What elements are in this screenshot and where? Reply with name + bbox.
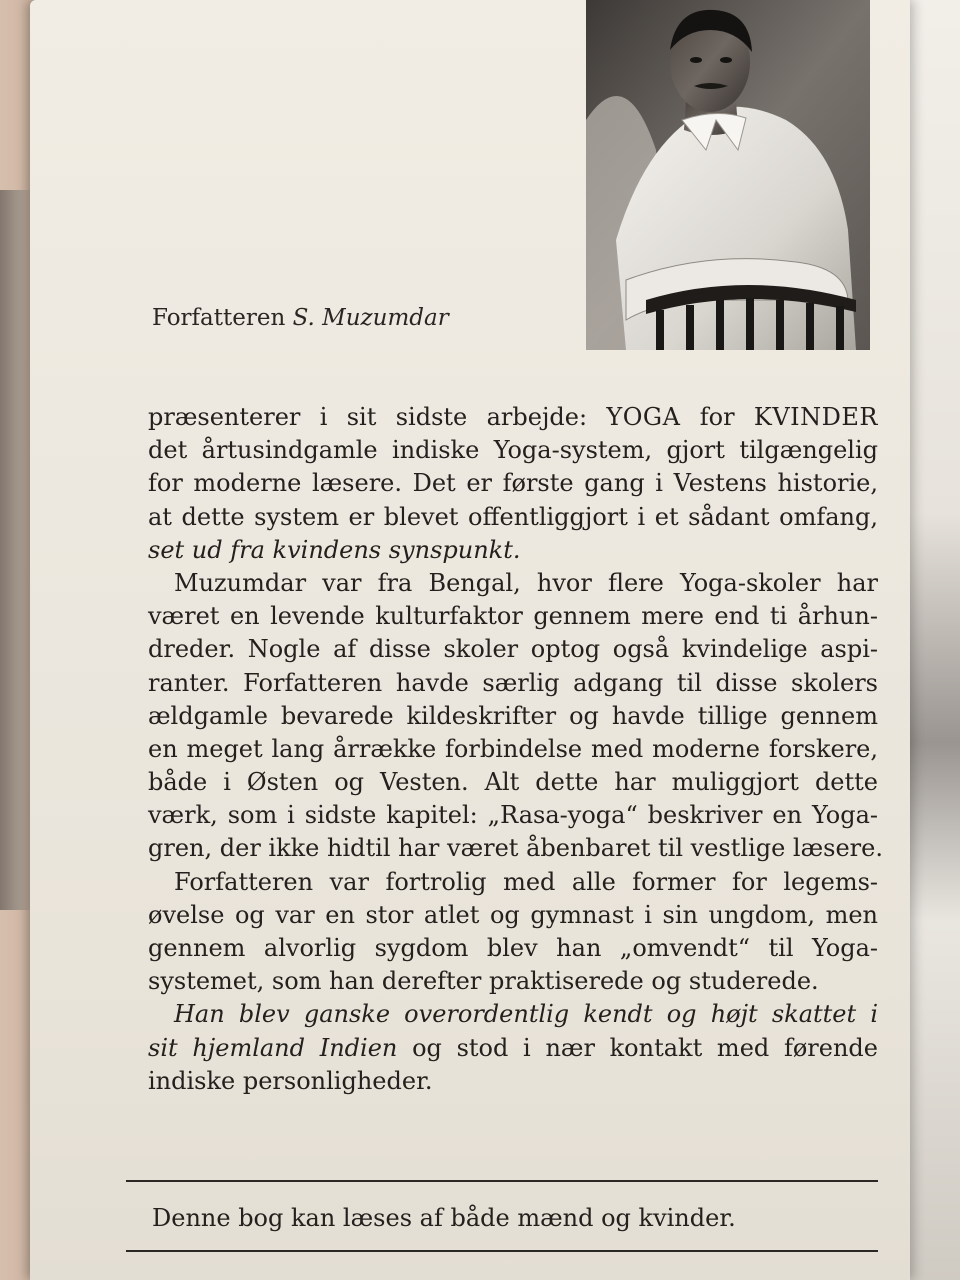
text-span: for — [680, 403, 754, 431]
text-line: det årtusindgamle indiske Yoga-system, gjort tilgængelig — [148, 436, 878, 465]
book-title-kvinder: KVINDER — [753, 403, 878, 431]
text-line: set ud fra kvindens synspunkt. — [148, 535, 521, 564]
book-back-cover — [30, 0, 910, 1280]
text-line — [148, 1032, 878, 1065]
text-line: ranter. Forfatteren havde særlig adgang til disse skolers — [148, 668, 878, 697]
text-line: Forfatteren var fortrolig med alle former for legems- — [174, 867, 878, 896]
description-text — [148, 401, 883, 1098]
bottom-divider — [126, 1250, 878, 1252]
text-line: gren, der ikke hidtil har været åbenbaret til vestlige læsere. — [148, 834, 883, 863]
text-span: og stod i nær kontakt med førende — [397, 1033, 878, 1062]
text-span: præsenterer i sit sidste arbejde: — [148, 403, 607, 431]
text-line: været en levende kulturfaktor gennem mere end ti århun- — [148, 602, 878, 631]
caption-prefix: Forfatteren — [152, 305, 286, 331]
text-line: ældgamle bevarede kildeskrifter og havde tillige gennem — [148, 701, 878, 730]
left-edge-shadow — [0, 190, 34, 910]
portrait-illustration — [586, 0, 870, 350]
text-line: at dette system er blevet offentliggjort i et sådant omfang, — [148, 502, 878, 531]
text-line: Muzumdar var fra Bengal, hvor flere Yoga-skoler har — [174, 568, 878, 597]
text-line: for moderne læsere. Det er første gang i Vestens historie, — [148, 469, 878, 498]
author-name: S. Muzumdar — [292, 305, 449, 331]
readership-note: Denne bog kan læses af både mænd og kvinder. — [152, 1204, 736, 1232]
text-line: øvelse og var en stor atlet og gymnast i sin ungdom, men — [148, 900, 878, 929]
text-line — [148, 401, 878, 434]
text-line: systemet, som han derefter praktiserede og studerede. — [148, 967, 819, 996]
text-line: både i Østen og Vesten. Alt dette har muliggjort dette — [148, 768, 878, 797]
text-line: indiske personligheder. — [148, 1066, 433, 1095]
text-line: en meget lang årrække forbindelse med moderne forskere, — [148, 734, 878, 763]
photo-caption — [152, 305, 449, 331]
text-line: gennem alvorlig sygdom blev han „omvendt“ til Yoga- — [148, 934, 878, 962]
text-line: dreder. Nogle af disse skoler optog også kvindelige aspi- — [148, 635, 878, 664]
book-title-yoga: YOGA — [606, 403, 681, 431]
author-portrait-photo — [586, 0, 870, 350]
text-line: værk, som i sidste kapitel: „Rasa-yoga“ beskriver en Yoga- — [148, 801, 878, 830]
text-line: Han blev ganske overordentlig kendt og højt skattet i — [174, 1000, 878, 1029]
top-divider — [126, 1180, 878, 1182]
text-span: sit hjemland Indien — [148, 1033, 398, 1062]
